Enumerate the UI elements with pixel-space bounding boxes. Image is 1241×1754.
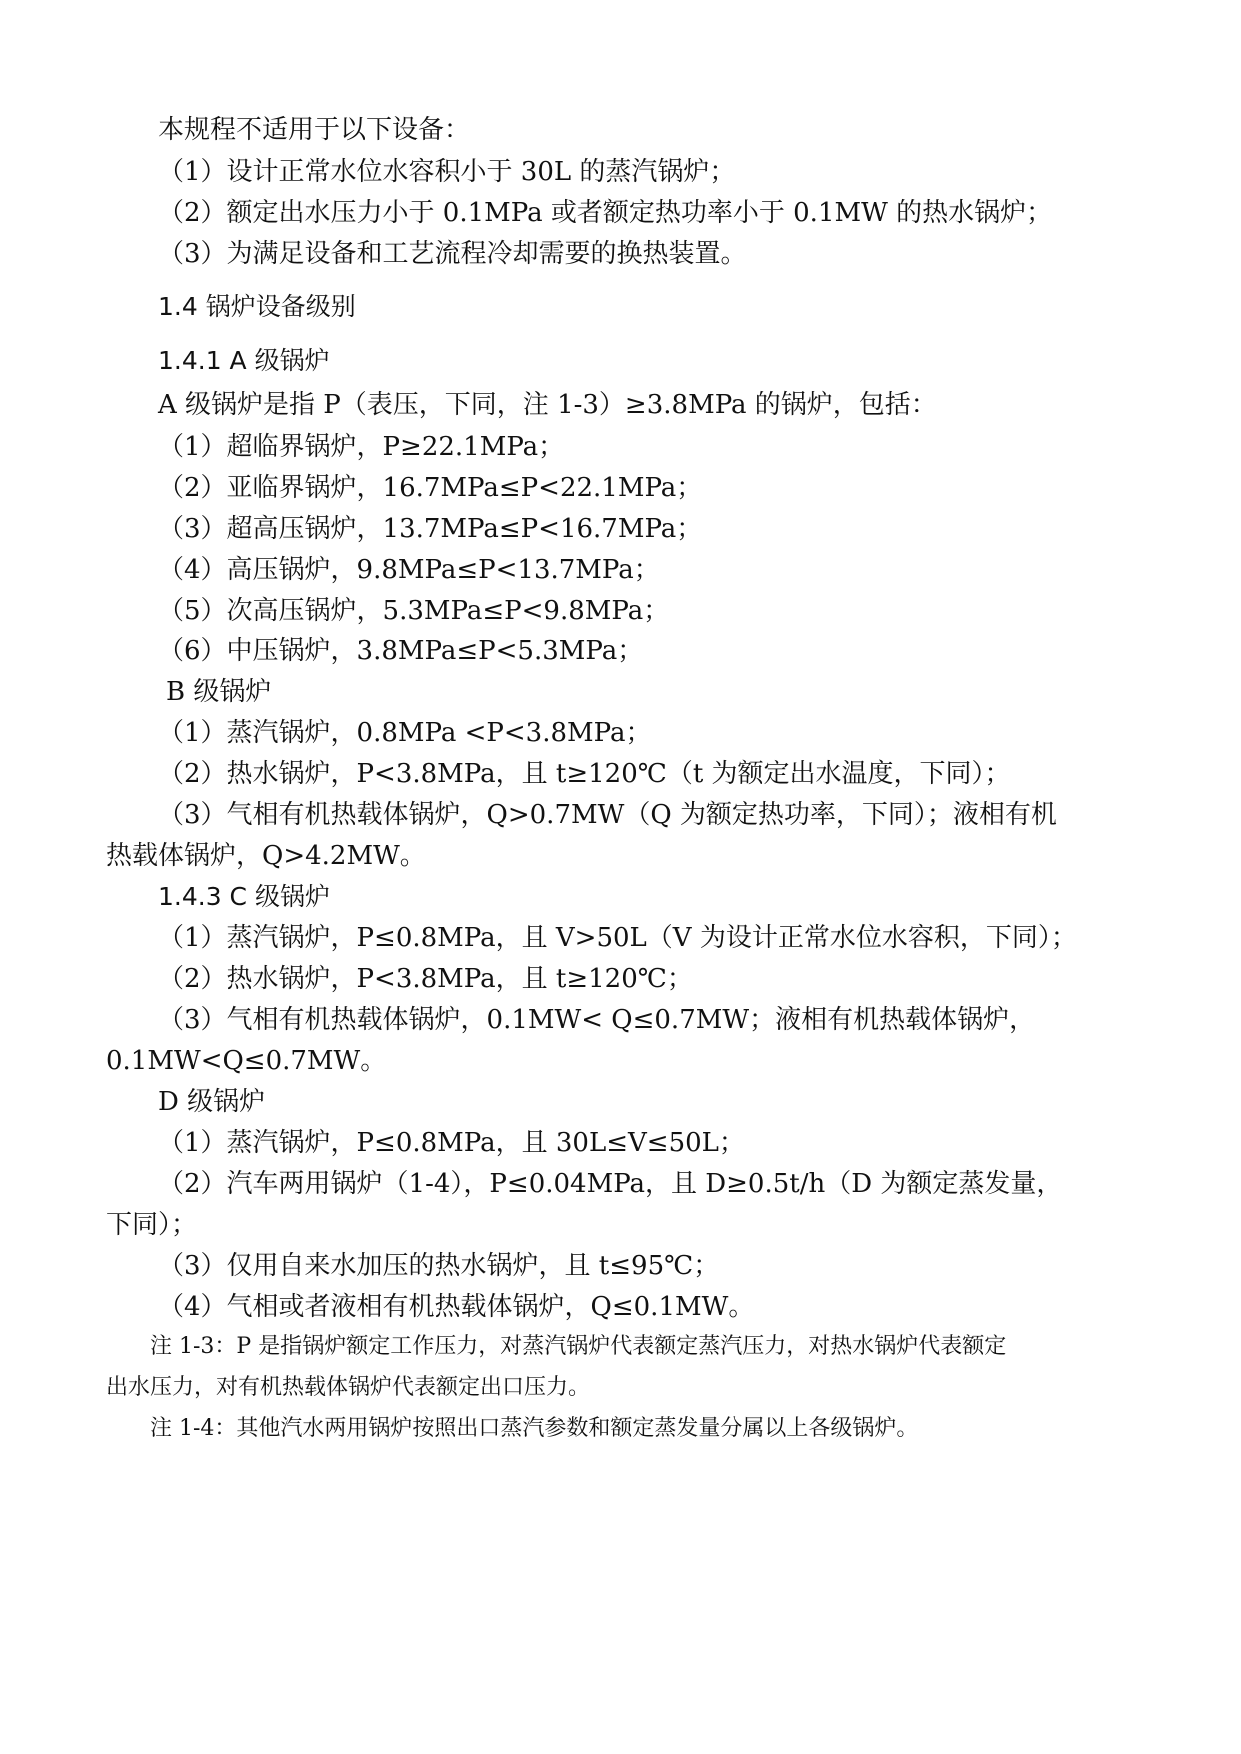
list-item: （4）高压锅炉，9.8MPa≤P<13.7MPa； <box>158 555 660 585</box>
list-item: （3）超高压锅炉，13.7MPa≤P<16.7MPa； <box>158 514 703 544</box>
list-item: （3）气相有机热载体锅炉，0.1MW< Q≤0.7MW；液相有机热载体锅炉， <box>158 1005 1036 1035</box>
list-item: （5）次高压锅炉，5.3MPa≤P<9.8MPa； <box>158 596 670 626</box>
footnote: 注 1-4：其他汽水两用锅炉按照出口蒸汽参数和额定蒸发量分属以上各级锅炉。 <box>150 1416 919 1441</box>
list-item: （1）蒸汽锅炉，P≤0.8MPa，且 30L≤V≤50L； <box>158 1128 745 1158</box>
list-item-continuation: 热载体锅炉，Q>4.2MW。 <box>106 841 426 871</box>
list-item: （2）汽车两用锅炉（1-4），P≤0.04MPa，且 D≥0.5t/h（D 为额定蒸发量， <box>158 1169 1063 1199</box>
intro-line: 本规程不适用于以下设备： <box>158 115 471 145</box>
exclusion-item: （1）设计正常水位水容积小于 30L 的蒸汽锅炉； <box>158 157 736 187</box>
subsection-heading: 1.4.1 A 级锅炉 <box>158 346 330 375</box>
exclusion-item: （2）额定出水压力小于 0.1MPa 或者额定热功率小于 0.1MW 的热水锅炉； <box>158 198 1053 228</box>
list-item: （4）气相或者液相有机热载体锅炉，Q≤0.1MW。 <box>158 1292 755 1322</box>
list-item: （1）蒸汽锅炉，P≤0.8MPa，且 V>50L（V 为设计正常水位水容积，下同）； <box>158 923 1077 953</box>
exclusion-item: （3）为满足设备和工艺流程冷却需要的换热装置。 <box>158 239 747 269</box>
list-item: （1）蒸汽锅炉，0.8MPa <P<3.8MPa； <box>158 718 652 748</box>
list-item: （2）热水锅炉，P<3.8MPa，且 t≥120℃（t 为额定出水温度，下同）； <box>158 759 1011 789</box>
list-item: （2）热水锅炉，P<3.8MPa，且 t≥120℃； <box>158 964 693 994</box>
list-item: （2）亚临界锅炉，16.7MPa≤P<22.1MPa； <box>158 473 703 503</box>
paragraph-line: A 级锅炉是指 P（表压，下同，注 1-3）≥3.8MPa 的锅炉，包括： <box>158 390 937 420</box>
subsection-heading: D 级锅炉 <box>158 1087 266 1117</box>
list-item-continuation: 0.1MW<Q≤0.7MW。 <box>106 1046 387 1076</box>
footnote-continuation: 出水压力，对有机热载体锅炉代表额定出口压力。 <box>106 1375 591 1400</box>
section-heading: 1.4 锅炉设备级别 <box>158 292 356 321</box>
footnote: 注 1-3：P 是指锅炉额定工作压力，对蒸汽锅炉代表额定蒸汽压力，对热水锅炉代表额定 <box>150 1334 1007 1359</box>
list-item: （3）仅用自来水加压的热水锅炉，且 t≤95℃； <box>158 1251 720 1281</box>
list-item: （1）超临界锅炉，P≥22.1MPa； <box>158 432 565 462</box>
list-item: （6）中压锅炉，3.8MPa≤P<5.3MPa； <box>158 636 644 666</box>
subsection-heading: 1.4.3 C 级锅炉 <box>158 882 330 911</box>
subsection-heading: B 级锅炉 <box>166 677 272 707</box>
list-item-continuation: 下同）； <box>106 1210 198 1240</box>
list-item: （3）气相有机热载体锅炉，Q>0.7MW（Q 为额定热功率，下同）；液相有机 <box>158 800 1057 830</box>
